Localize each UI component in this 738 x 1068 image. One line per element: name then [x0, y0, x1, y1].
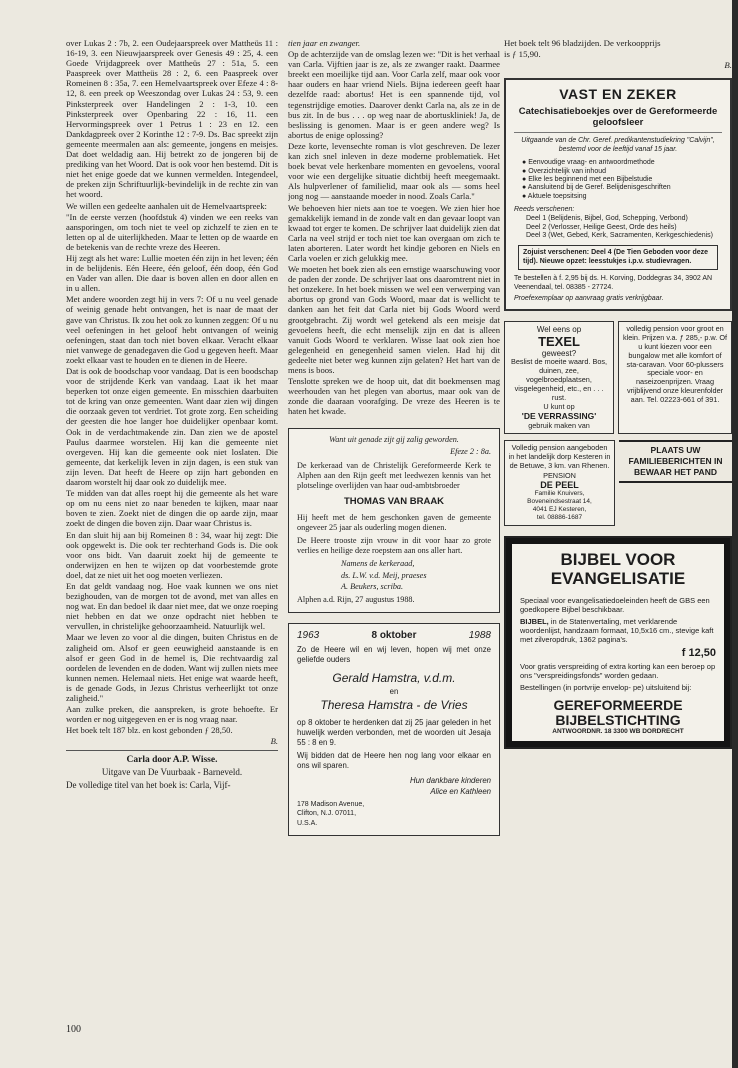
anniv-and: en [389, 686, 399, 696]
texel-line1: Wel eens op [536, 325, 582, 335]
peel-row [504, 440, 732, 525]
obit-name: THOMAS VAN BRAAK [343, 495, 445, 507]
texel-name: 'DE VERRASSING' [521, 411, 597, 422]
anniv-thanks: Hun dankbare kinderen [409, 775, 491, 785]
vast-bullet-text: Overzichtelijk van inhoud [528, 167, 607, 175]
anniv-header [297, 630, 491, 641]
vast-deel: Deel 2 (Verlosser, Heilige Geest, Orde des heils) [526, 223, 677, 231]
plaats-ad: PLAATS UW FAMILIEBERICHTEN IN BEWAAR HET PAND [619, 440, 732, 483]
col1-para: Het boek telt 187 blz. en kost gebonden ƒ 28,50. [66, 725, 233, 736]
col3-top: is ƒ 15,90. [504, 49, 541, 60]
anniv-intro: Zo de Heere wil en wij leven, hopen wij met onze geliefde ouders [297, 644, 491, 664]
vast-reeds: Reeds verschenen: [514, 206, 575, 214]
peel-ad [504, 440, 615, 525]
col1-para: Dat is ook de boodschap voor vandaag. Dat is een boodschap voor de strijdende Kerk van vandaag. Laat ik het maar beperken tot onze eigen gemeente. En misschien daarbuiten tot de kring van onze gemeenten. Want daar zien wij dingen die oorzaak geven tot verdriet. Tot grote zorg. Een scheiding der geesten die hoe langer hoe duidelijker openbaar komt. Ook in de verdachtmakende zin. Dan zien we de apostel Paulus daarmee worstelen. Hij kan die gemeente niet overgeven. Hij kan die gemeente ook niet loslaten. Die gemeente, dat kerkelijk leven in zijn dagen, is een stuk van zijn leven. Dat heeft de Heere op zijn hart gebonden en daarom worstelt hij daar ook zo duidelijk mee. [66, 366, 278, 488]
bijbel-p2-text: in de Statenvertaling, met verklarende woordenlijst, handzaam formaat, 10,5x16 cm., stevige kaft met zilveropdruk, 1362 pagina's. [520, 616, 714, 644]
column-2 [288, 38, 500, 1023]
peel-addr: Boveneindsestraat 14, [527, 497, 592, 505]
vast-en-zeker-ad [504, 78, 732, 311]
anniversary-notice [288, 623, 500, 836]
anniv-date: 8 oktober [371, 629, 417, 641]
bijbel-p2-label: BIJBEL, [520, 616, 549, 626]
anniv-name2: Theresa Hamstra - de Vries [320, 698, 468, 713]
obituary-notice [288, 428, 500, 612]
anniv-thanks: Alice en Kathleen [430, 786, 491, 796]
divider [514, 132, 722, 133]
page-number: 100 [66, 1024, 81, 1035]
col1-para: Te midden van dat alles roept hij die gemeente als het ware op om nu eens niet zo naar beneden te kijken, maar naar boven te zien. Zoekt niet de dingen die op aarde zijn, maar zoekt de dingen die boven zijn. Daar waar Christus is. [66, 488, 278, 529]
vast-order: Te bestellen à f. 2,95 bij ds. H. Korving, Doddegras 34, 3902 AN Veenendaal, tel. 08385 - 27724. [514, 275, 713, 291]
obit-intro: De kerkeraad van de Christelijk Gereformeerde Kerk te Alphen aan den Rijn geeft met leedwezen kennis van het plotselinge overlijden van haar oud-ambtsbroeder [297, 460, 491, 490]
peel-tel: tel. 08886-1687 [536, 513, 583, 521]
col1-para: Hij zegt als het ware: Lullie moeten één zijn in het leven; één in de belijdenis. Eén Heere, één geloof, één doop, één God en Vader van allen. Die daar is boven allen en door allen en in u allen. [66, 252, 278, 294]
texel-ad [504, 321, 732, 434]
bijbel-p1: Speciaal voor evangelisatiedoeleinden heeft de GBS een goedkopere Bijbel beschikbaar. [520, 595, 710, 614]
anniv-address: 178 Madison Avenue, [297, 800, 365, 808]
vast-bullet-text: Eenvoudige vraag- en antwoordmethode [528, 159, 655, 167]
texel-body: Beslist de moeite waard. Bos, duinen, zee, vogelbroedplaatsen, visgelegenheid, etc., en . . . rust. [510, 357, 608, 402]
vast-sample: Proefexemplaar op aanvraag gratis verkrijgbaar. [514, 294, 664, 302]
obit-ref: Efeze 2 : 8a. [450, 446, 491, 456]
texel-right: volledig pension voor groot en klein. Prijzen v.a. ƒ 285,- p.w. Of u kunt kiezen voor een bungalow met alle komfort of sta-caravan. Voor 60-plussers speciale voor- en naseizoenprijzen. Vraag vrijblijvend onze kleurenfolder aan. Tel. 02223-661 of 391. [618, 321, 732, 434]
scan-edge [732, 0, 738, 1068]
peel-label: PENSION [543, 470, 576, 480]
anniv-year1: 1963 [297, 629, 320, 641]
peel-addr: 4041 EJ Kesteren, [532, 505, 587, 513]
vast-bullet: ● Aansluitend bij de Geref. Belijdenisgeschriften [522, 184, 671, 192]
col2-para: Tenslotte spreken we de hoop uit, dat dit boekmensen mag weerhouden van het plegen van abortus, maar ook van de zonde die daaraan voorafging. De vreze des Heeren is te haten het kwade. [288, 376, 500, 417]
vast-bullets [522, 159, 722, 201]
vast-deel: Deel 1 (Belijdenis, Bijbel, God, Schepping, Verbond) [526, 215, 688, 223]
col2-para: Op de achterzijde van de omslag lezen we: "Dit is het verhaal van Carla. Vijftien jaar is ze, als ze zwanger raakt. Daarmee breekt een moeilijke tijd aan. Voor Carla zelf, maar ook voor haar ouders en haar vriend Niels. Bijna iedereen geeft haar dezelfde raad: abortus! Het is een spannende tijd, vol tegenstrijdige emoties. Daarover denkt Carla na, als ze in de bus zit. In de bus . . . op weg naar de abortuskliniek! Ja, de beslissing is genomen. Maar is er geen andere weg? Is abortus de enige oplossing? [288, 49, 500, 140]
review2-title: Carla door A.P. Wisse. [126, 755, 218, 766]
col1-para: Maar we leven zo voor al die dingen, buiten Christus en de zaligheid om. Alsof er geen eeuwigheid aanstaande is en alsof er geen God in de hemel is, Die rechtvaardig zal oordelen de levenden en de doden. Want wij zullen niets mee kunnen nemen. Helemaal niets. Het enige wat waarde heeft, is de genade Gods, in Jezus Christus verheerlijkt tot onze zaligheid." [66, 632, 278, 703]
vast-bullet: ● Aktuele toepsitsing [522, 192, 587, 200]
bijbel-p3: Voor gratis verspreiding of extra korting kan een beroep op ons "verspreidingsfonds" worden gedaan. [520, 661, 716, 680]
col1-para: Aan zulke preken, die aanspreken, is grote behoefte. Er worden er nog uitgegeven en er is nog vraag naar. [66, 704, 278, 725]
obit-sign: ds. L.W. v.d. Meij, praeses [341, 570, 427, 580]
vast-bullet-text: Aansluitend bij de Geref. Belijdenisgeschriften [527, 184, 671, 192]
bijbel-title: EVANGELISATIE [550, 568, 686, 588]
col1-para: "In de eerste verzen (hoofdstuk 4) vinden we een reeks van aansporingen, om toch niet te veel op zichzelf te zien en te letten op al de uiterlijkheden. Maar te letten op de waarde en de betekenis van de rechte vreze des Heeren. [66, 211, 278, 252]
col2-para: Deze korte, levensechte roman is vlot geschreven. De lezer kan zich snel inleven in deze moderne problematiek. Het boek bevat vele herkenbare momenten en gevoelens, vooral voor wie een dergelijke situatie dichtbij heeft meegemaakt. Als hulpverlener of familielid, maar ook als — soms heel jong nog — aanstaande moeder in nood. Zoals Carla." [288, 140, 500, 202]
bijbel-title: BIJBEL VOOR [560, 549, 676, 569]
anniv-name1: Gerald Hamstra, v.d.m. [332, 670, 456, 685]
col1-para: En dat geldt vandaag nog. Hoe vaak kunnen we ons niet bezighouden, van de morgen tot de avond, met van alles en nog wat. En dan bedoel ik daar niet mee, dat we onze roeping niet hebben en dat we onze opdracht niet hebben te vervullen, in christelijke gehoorzaamheid. Natuurlijk wel. [66, 580, 278, 632]
col1-para: En dan sluit hij aan bij Romeinen 8 : 34, waar hij zegt: Die ook opgewekt is. Die ook ter rechterhand Gods is. Die ook voor ons bidt. Van daaruit zoekt hij de gemeente te onderwijzen en hen te wijzen op dat voorbestemde grote doel, dat ze niet uit het oog moeten verliezen. [66, 529, 278, 580]
texel-kunt: U kunt op [543, 402, 575, 412]
col2-para: We moeten het boek zien als een ernstige waarschuwing voor de paden der zonde. De schrijver laat ons daaromtrent niet in het onzekere. In het boek missen we wel een verwerping van abortus op grond van Gods Woord, maar dat is wellicht te danken aan het feit dat Carla niet bij Gods Woord werd grootgebracht. Zij wordt wel getekend als een meisje dat gevoelens heeft, die echt menselijk zijn en dat is alleen vanuit Gods Woord te verklaren. Wisse laat ook zien hoe gelegenheid en genegenheid samen vielen. Had hij dit gedeelte niet beter weg kunnen zijn gelaten? Het hart van de mens is boos. [288, 264, 500, 375]
col3-signature: B. [724, 60, 732, 71]
obit-place-date: Alphen a.d. Rijn, 27 augustus 1988. [297, 594, 415, 604]
anniv-year2: 1988 [468, 629, 491, 641]
vast-note: Uitgaande van de Chr. Geref. predikantenstudiekring "Calvijn", bestemd voor de leeftijd vanaf 15 jaar. [521, 137, 715, 153]
col1-para: We willen een gedeelte aanhalen uit de Hemelvaartspreek: [66, 200, 267, 211]
vast-deel: Deel 3 (Wet, Gebed, Kerk, Sacramenten, Kerkgeschiedenis) [526, 231, 714, 239]
col3-top: Het boek telt 96 bladzijden. De verkoopprijs [504, 38, 661, 48]
bijbel-addr: ANTWOORDNR. 18 3300 WB DORDRECHT [552, 727, 684, 735]
vast-subtitle: Catechisatieboekjes over de Gereformeerde geloofsleer [518, 106, 718, 129]
col2-para: tien jaar en zwanger. [288, 38, 361, 48]
anniv-body: op 8 oktober te herdenken dat zij 25 jaar geleden in het huwelijk werden verbonden, met de woorden uit Jesaja 55 : 8 en 9. [297, 718, 491, 748]
bijbel-inner [512, 544, 724, 741]
texel-left [504, 321, 614, 434]
anniv-address: U.S.A. [297, 819, 318, 827]
obit-verse: Want uit genade zijt gij zalig geworden. [329, 435, 459, 445]
peel-fam: Familie Knuivers, [534, 489, 585, 497]
bijbel-p4: Bestellingen (in portvrije envelop- pe) uitsluitend bij: [520, 682, 692, 692]
review2-publisher: Uitgave van De Vuurbaak - Barneveld. [101, 766, 243, 777]
col1-para: Met andere woorden zegt hij in vers 7: Of u nu veel genade of weinig genade hebt ontvangen, het is naar de maat der gave van Christus. Ik zou het ook zo kunnen zeggen: Of u nu veel oefeningen in het geloof hebt ontvangen of weinig oefeningen, staat dan toch niet boven elkaar. Veracht elkaar niet vanwege de genadegaven die God u gegeven heeft. Maar zoekt elkaar vast te houden en te dienen in de Heere. [66, 294, 278, 365]
vast-title: VAST EN ZEKER [559, 86, 677, 103]
texel-big: TEXEL [538, 334, 580, 350]
anniv-address: Clifton, N.J. 07011, [297, 810, 357, 818]
bijbel-org: GEREFORMEERDE [553, 696, 683, 713]
obit-sign: A. Beukers, scriba. [341, 581, 404, 591]
texel-line2: geweest? [541, 349, 577, 359]
vast-bullet: ● Elke les beginnend met een Bijbelstudie [522, 175, 653, 183]
vast-bullet: ● Overzichtelijk van inhoud [522, 167, 607, 175]
divider [66, 750, 278, 751]
column-3 [504, 38, 732, 1038]
vast-bullet-text: Elke les beginnend met een Bijbelstudie [528, 175, 653, 183]
col2-para: We behoeven hier niets aan toe te voegen. We zien hier hoe gemakkelijk iemand in de zonde valt en dan gevaar loopt van kwaad tot erger te komen. De schrijver laat duidelijk zien dat Carla na veel strijd er toch niet toe kan overgaan om zich te laten aborteren. Later wordt het kindje geboren en Niels en Carla voelen er zich gelukkig mee. [288, 202, 500, 263]
vast-new: Zojuist verschenen: Deel 4 (De Tien Geboden voor deze tijd). Nieuwe opzet: leesstukjes i.p.v. studievragen. [518, 245, 718, 270]
anniv-body2: Wij bidden dat de Heere hen nog lang voor elkaar en ons wil sparen. [297, 751, 491, 771]
bijbel-ad [504, 536, 732, 749]
texel-tail: gebruik maken van [528, 421, 590, 431]
peel-name: DE PEEL [540, 479, 579, 490]
bijbel-org: BIJBELSTICHTING [555, 711, 681, 728]
obit-body2: De Heere trooste zijn vrouw in dit voor haar zo grote verlies en heilige deze roepstem aan ons aller hart. [297, 536, 491, 556]
review2-start: De volledige titel van het boek is: Carla, Vijf- [66, 779, 231, 790]
review-signature: B. [270, 736, 278, 747]
peel-body: Volledig pension aangeboden in het landelijk dorp Kesteren in de Betuwe, 3 km. van Rhenen. [508, 443, 611, 470]
bijbel-p2 [520, 617, 716, 644]
vast-bullet: ● Eenvoudige vraag- en antwoordmethode [522, 159, 655, 167]
column-1 [66, 38, 278, 1023]
obit-body: Hij heeft met de hem geschonken gaven de gemeente ongeveer 25 jaar als ouderling mogen dienen. [297, 513, 491, 533]
bijbel-price: f 12,50 [681, 646, 716, 659]
col1-para: over Lukas 2 : 7b, 2. een Oudejaarspreek over Mattheüs 11 : 16-19, 3. een Nieuwjaarspreek over Genesis 49 : 25, 4. een Goede Vrijdagpreek over Mattheüs 27 : 51a, 5. een Paaspreek over Mattheüs 28 : 2, 6. een Paaspreek over Romeinen 8 : 35a, 7. een Hemelvaartspreek over Efeze 4 : 8-12, 8. een preek op Weeszondag over Lukas 24 : 53, 9. een Pinksterpreek over Handelingen 2 : 1-3, 10. een Pinksterpreek over Openbaring 22 : 16, 11. een Hervormingspreek over 1 Petrus 1 : 23 en 12. een Dankdagpreek over 2 Korinthe 12 : 7-9. Ds. Bac spreekt zijn gemeente meermalen aan als: gemeente, jongens en meisjes. Dat doet weldadig aan. Hij betrekt zo de jongeren bij de prediking van het Woord. Dat is ook voor hen bestemd. Dit is niet het enige goede dat we kunnen vermelden. Integendeel, de preken zijn Schriftuurlijk-bevindelijk in de rechte zin van het woord. [66, 38, 278, 200]
obit-sign: Namens de kerkeraad, [341, 559, 415, 569]
vast-bullet-text: Aktuele toepsitsing [527, 192, 587, 200]
